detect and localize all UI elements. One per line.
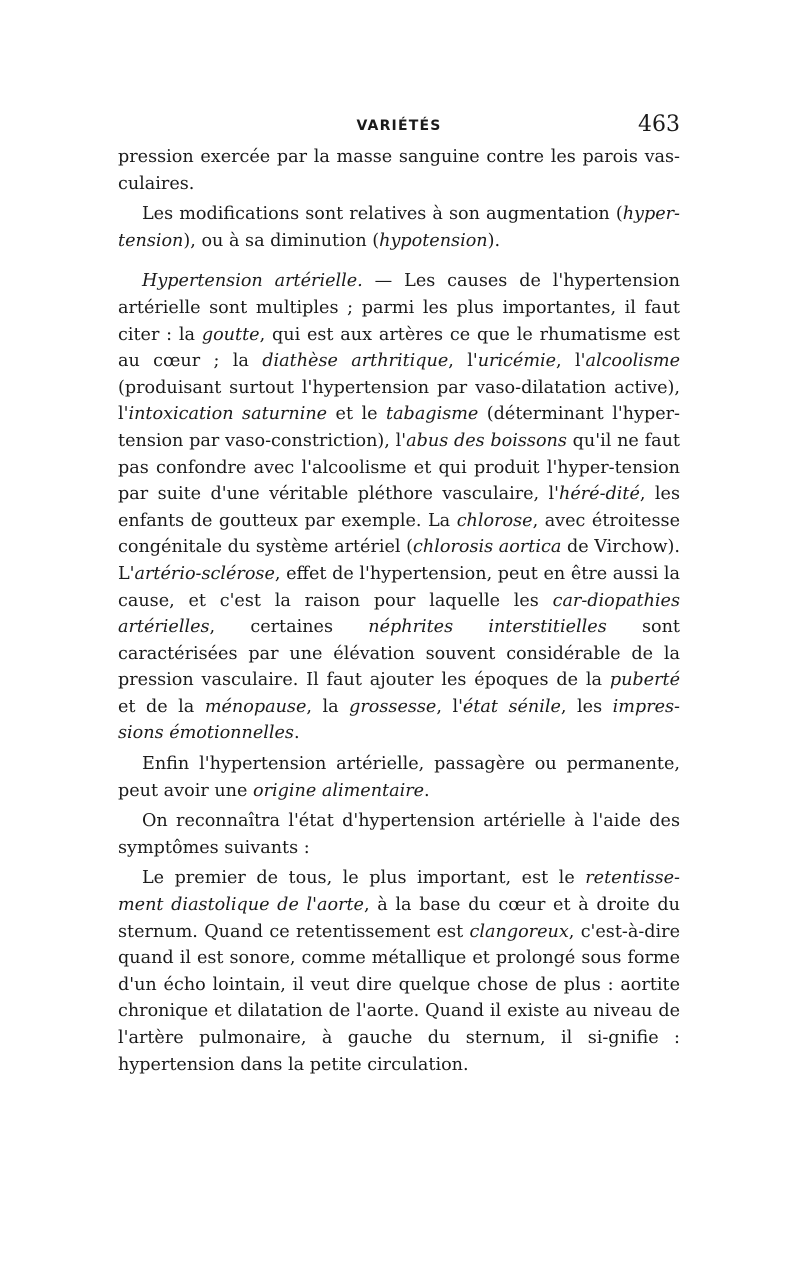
italic-term: Hypertension artérielle.: [142, 271, 363, 292]
text-run: , les enfants de goutteux par exemple. La: [118, 484, 680, 531]
italic-term: grossesse: [349, 696, 437, 717]
text-run: Le premier de tous, le plus important, est le: [142, 868, 586, 889]
text-run: .: [424, 780, 430, 801]
text-run: , l': [436, 696, 463, 717]
text-run: , certaines: [209, 617, 369, 638]
text-run: , avec étroitesse congénitale du système artériel (: [118, 510, 680, 558]
italic-term: intoxication saturnine: [128, 404, 328, 425]
text-run: — Les causes de l'hypertension artérielle sont multiples ; parmi les plus importantes, il faut citer : la: [118, 271, 680, 345]
body-text: [118, 144, 680, 1078]
text-run: pression exercée par la masse sanguine contre les parois vas-culaires.: [118, 147, 680, 194]
running-title: VARIÉTÉS: [356, 118, 442, 134]
italic-term: abus des boissons: [406, 430, 567, 451]
text-run: sont caractérisées par une élévation souvent considérable de la pression vasculaire. Il faut ajouter les époques de la: [118, 617, 680, 691]
italic-term: héré-dité: [559, 484, 640, 505]
text-run: .: [293, 723, 300, 744]
book-page: [118, 112, 680, 1078]
italic-term: état sénile: [462, 696, 561, 717]
text-run: (déterminant l'hyper-tension par vaso-constriction), l': [118, 404, 680, 451]
text-run: Enfin l'hypertension artérielle, passagère ou permanente, peut avoir une: [118, 754, 680, 801]
italic-term: goutte: [201, 324, 260, 345]
italic-term: clangoreux: [469, 921, 569, 942]
text-run: , la: [306, 696, 350, 717]
italic-term: chlorose: [456, 510, 533, 531]
paragraph-symptomes: [118, 808, 680, 861]
italic-term: tabagisme: [386, 404, 479, 425]
italic-term: néphrites interstitielles: [368, 617, 607, 638]
italic-term: uricémie: [477, 351, 557, 372]
text-run: de Virchow). L': [118, 537, 680, 584]
paragraph-retentissement: [118, 865, 680, 1078]
paragraph-continuation: [118, 144, 680, 197]
italic-term: car-diopathies artérielles: [118, 590, 680, 638]
text-run: , l': [556, 351, 586, 372]
text-run: (produisant surtout l'hypertension par vaso-dilatation active), l': [118, 377, 680, 425]
text-run: et le: [327, 404, 386, 425]
italic-term: artério-sclérose: [134, 563, 275, 584]
text-run: , qui est aux artères ce que le rhumatisme est au cœur ; la: [118, 324, 680, 372]
text-run: , effet de l'hypertension, peut en être aussi la cause, et c'est la raison pour laquelle les: [118, 563, 680, 611]
text-run: qu'il ne faut pas confondre avec l'alcoolisme et qui produit l'hyper-tension par suite d'une véritable pléthore vasculaire, l': [118, 430, 680, 505]
paragraph-hypertension-causes: [118, 268, 680, 747]
italic-term: diathèse arthritique: [262, 351, 449, 372]
text-run: , c'est-à-dire quand il est sonore, comme métallique et prolongé sous forme d'un écho lointain, il veut dire quelque chose de plus : aortite chronique et dilatation de l'aorte. Quand il existe au niveau de l'artère pulmonaire, à gauche du sternum, il si-gnifie : hypertension dans la petite circulation.: [118, 921, 680, 1075]
italic-term: hyper-tension: [118, 204, 680, 251]
italic-term: retentisse-ment diastolique de l'aorte: [118, 868, 680, 916]
paragraph-origine-alimentaire: [118, 751, 680, 804]
italic-term: origine alimentaire: [253, 780, 425, 801]
italic-term: ménopause: [204, 696, 307, 717]
text-run: et de la: [118, 696, 205, 717]
italic-term: hypotension: [379, 230, 488, 251]
italic-term: chlorosis aortica: [413, 537, 562, 558]
italic-term: puberté: [609, 670, 680, 691]
page-header: [118, 112, 680, 144]
italic-term: impres-sions émotionnelles: [118, 696, 680, 744]
italic-term: alcoolisme: [585, 351, 680, 372]
paragraph-modifications: [118, 201, 680, 254]
text-run: , à la base du cœur et à droite du sternum. Quand ce retentissement est: [118, 895, 681, 942]
text-run: On reconnaîtra l'état d'hypertension artérielle à l'aide des symptômes suivants :: [118, 811, 680, 858]
text-run: ), ou à sa diminution (: [183, 230, 380, 251]
page-number: 463: [638, 112, 680, 137]
text-run: ).: [487, 230, 501, 251]
text-run: , les: [560, 696, 613, 717]
text-run: , l': [448, 351, 478, 372]
text-run: Les modifications sont relatives à son augmentation (: [142, 204, 623, 225]
